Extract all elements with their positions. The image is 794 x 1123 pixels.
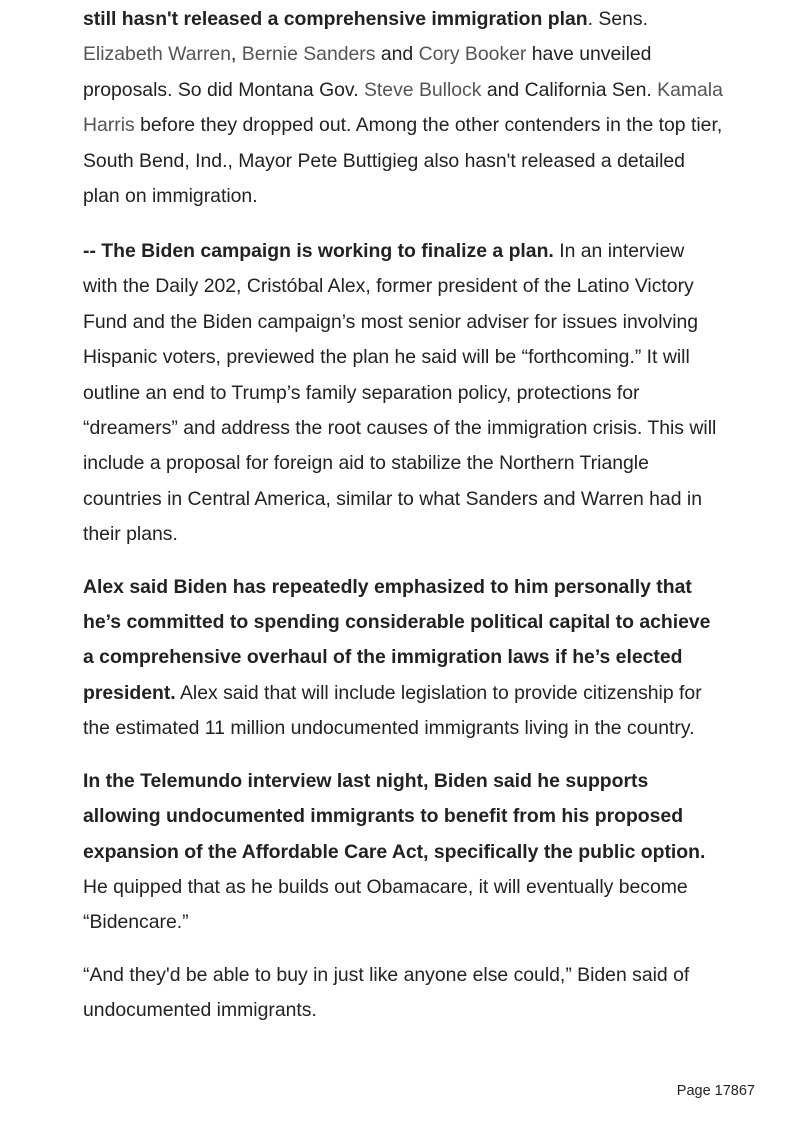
paragraph-immigration-plans [83, 8, 723, 217]
link-cory-booker[interactable]: Cory Booker [418, 43, 527, 66]
paragraph-text: Alex said that will include legislation to provide citizenship for the estimated 11 million undocumented immigrants living in the country. [83, 681, 702, 740]
paragraph-text: In an interview with the Daily 202, Cristóbal Alex, former president of the Latino Victory Fund and the Biden campaign’s most senior adviser for issues involving Hispanic voters, previewed the plan he said will be “forthcoming.” It will outline an end to Trump’s family separation policy, protections for “dreamers” and address the root causes of the immigration crisis. This will include a proposal for foreign aid to stabilize the Northern Triangle countries in Central America, similar to what Sanders and Warren had in their plans. [83, 240, 717, 546]
paragraph-text: He quipped that as he builds out Obamacare, it will eventually become “Bidencare.” [83, 875, 688, 934]
paragraph-text: “And they'd be able to buy in just like anyone else could,” Biden said of undocumented immigrants. [83, 963, 690, 1022]
paragraph-text: . Sens. [587, 8, 648, 30]
page-number: Page 17867 [676, 1083, 755, 1099]
paragraph-lead: In the Telemundo interview last night, Biden said he supports allowing undocumented immigrants to benefit from his proposed expansion of the Affordable Care Act, specifically the public option. [83, 769, 706, 863]
paragraph-text: and California Sen. [481, 78, 658, 101]
link-bernie-sanders[interactable]: Bernie Sanders [241, 43, 376, 66]
link-steve-bullock[interactable]: Steve Bullock [363, 78, 482, 101]
paragraph-lead: -- The Biden campaign is working to finalize a plan. [83, 240, 554, 262]
link-kamala-harris[interactable]: Kamala Harris [83, 78, 723, 137]
link-elizabeth-warren[interactable]: Elizabeth Warren [83, 43, 232, 66]
paragraph-lead: Alex said Biden has repeatedly emphasized to him personally that he’s committed to spending considerable political capital to achieve a comprehensive overhaul of the immigration laws if he’s elected president. [83, 575, 711, 704]
article-body [83, 8, 723, 1043]
paragraph-text: and [375, 43, 419, 66]
paragraph-text: before they dropped out. Among the other contenders in the top tier, South Bend, Ind., Mayor Pete Buttigieg also hasn't released a detailed plan on immigration. [83, 114, 723, 208]
paragraph-text: , [231, 43, 242, 66]
paragraph-biden-quote [83, 958, 723, 1026]
paragraph-biden-campaign-plan [83, 234, 723, 553]
paragraph-lead: still hasn't released a comprehensive immigration plan [83, 8, 588, 30]
paragraph-alex-overhaul [83, 570, 723, 747]
paragraph-telemundo-interview [83, 764, 723, 941]
paragraph-text: have unveiled proposals. So did Montana Gov. [83, 43, 652, 101]
